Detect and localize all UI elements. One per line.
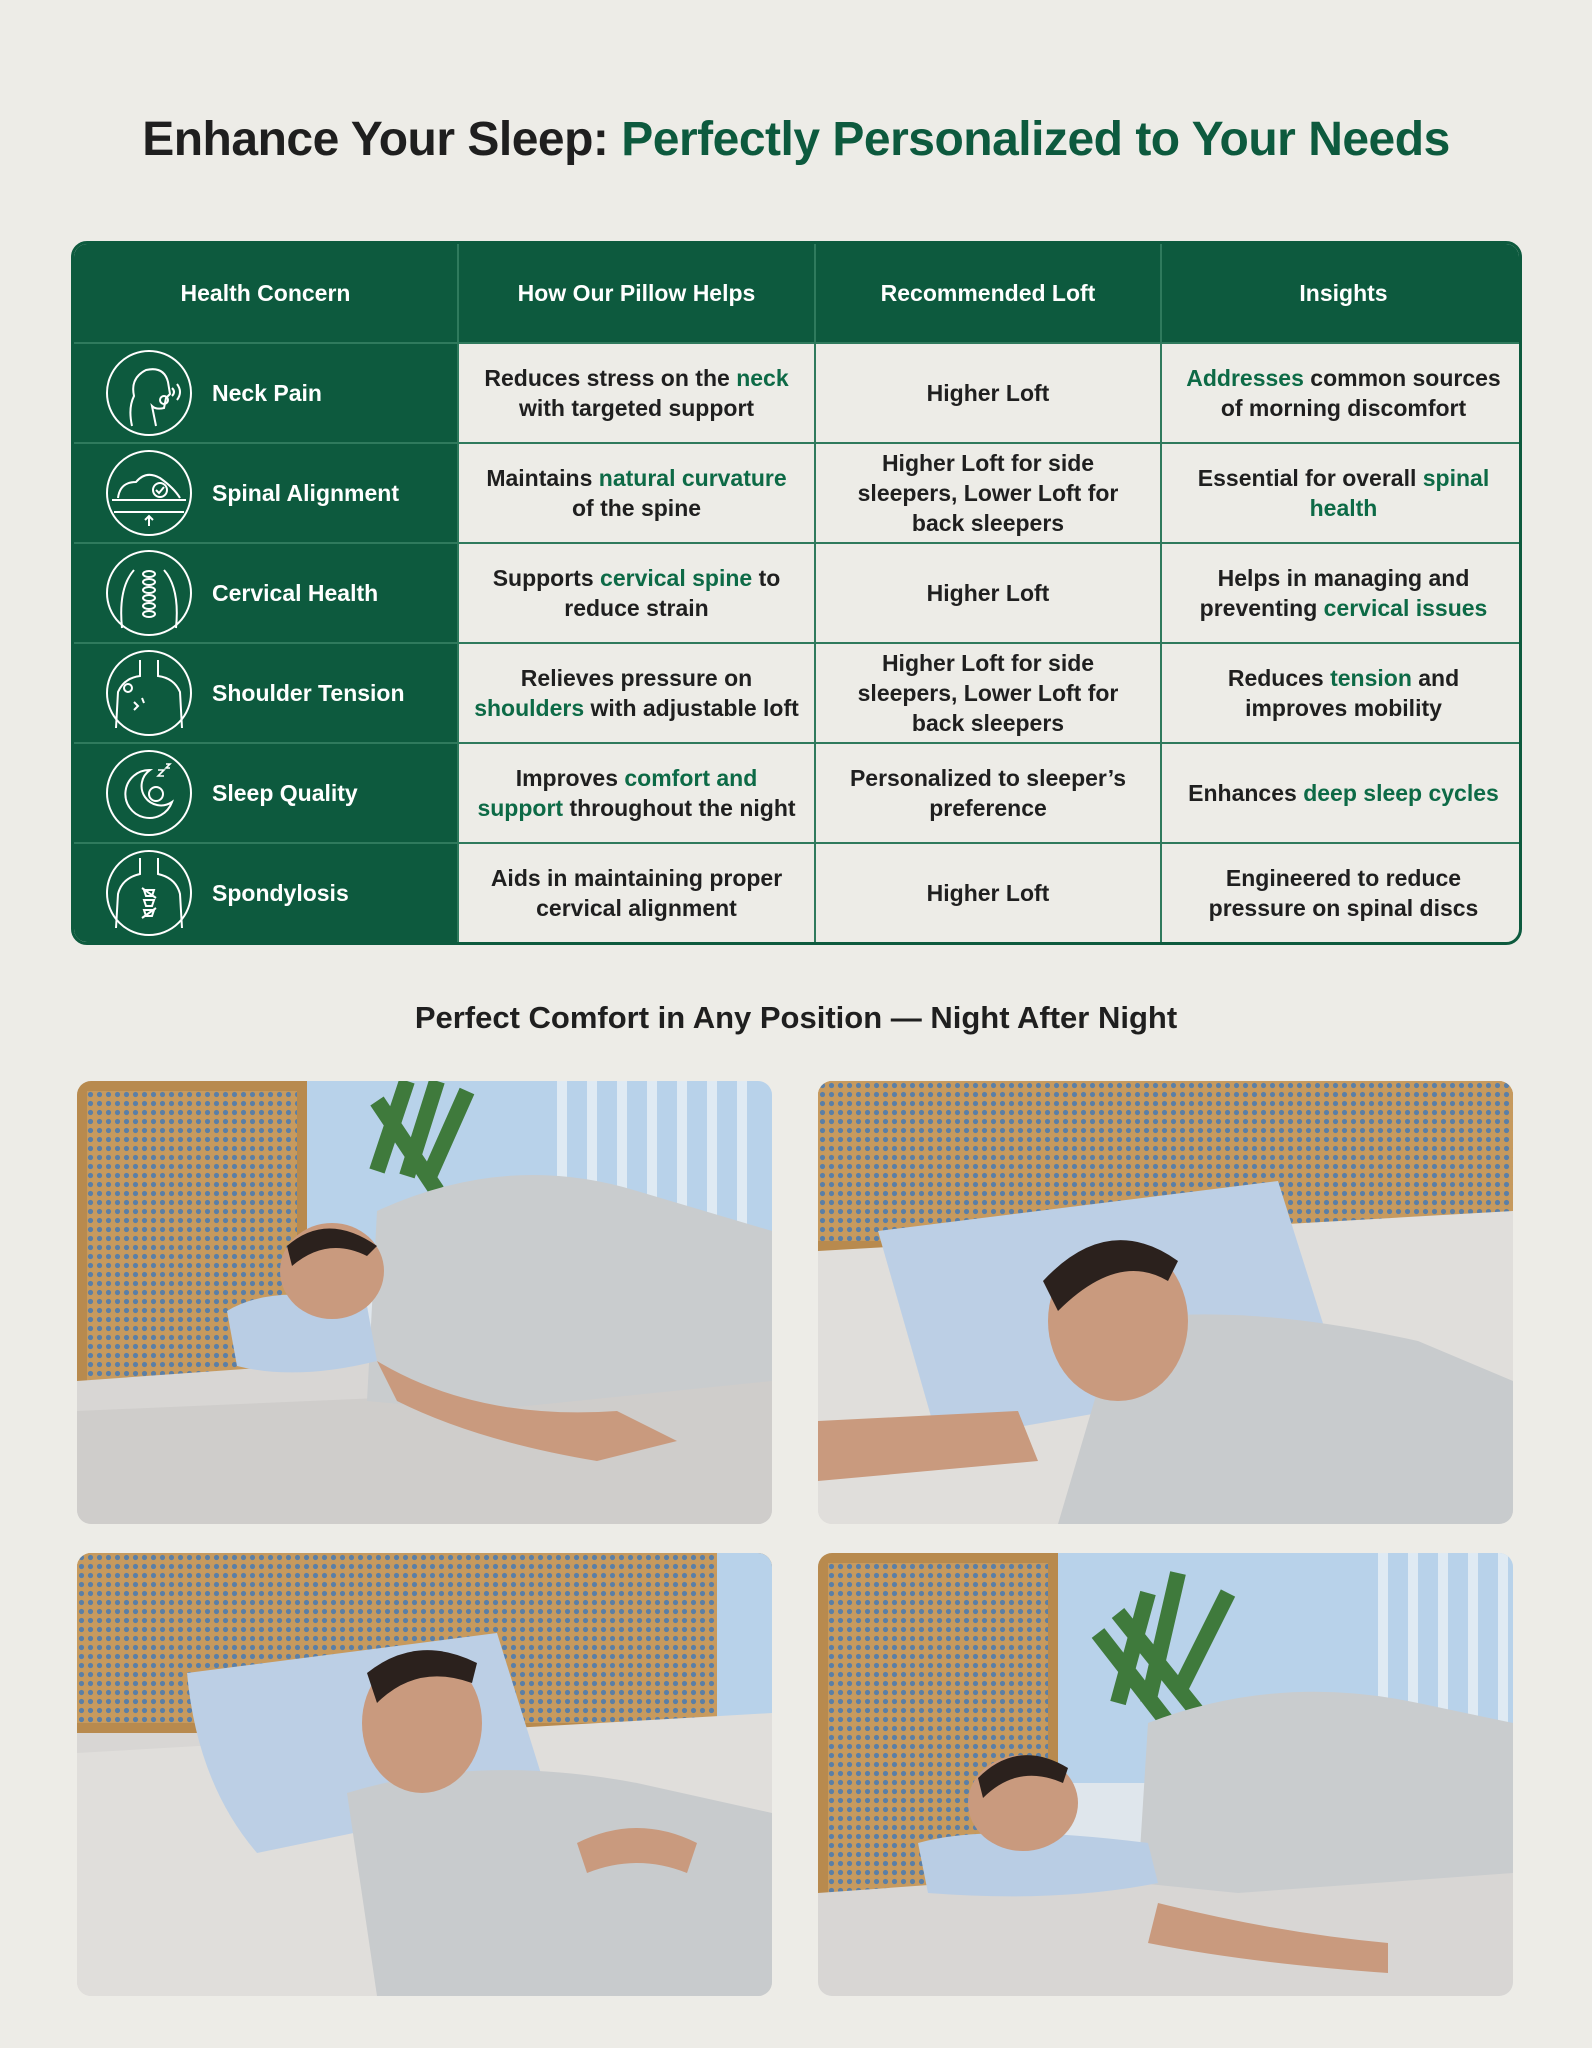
pillow-helps-cell [458, 643, 815, 743]
photo-side-sleeper-right [818, 1553, 1513, 1996]
table-row [74, 343, 1522, 443]
health-concern-cell [74, 643, 458, 743]
health-concern-label: Spondylosis [212, 879, 349, 906]
table-header-row [74, 244, 1522, 343]
insights-cell-text: cervical issues [1323, 595, 1488, 621]
pillow-helps-cell-text: throughout the night [563, 795, 796, 821]
insights-cell-text: tension [1330, 665, 1412, 691]
insights-cell [1161, 543, 1522, 643]
header-how-pillow-helps: How Our Pillow Helps [458, 244, 815, 343]
insights-cell-text: Addresses [1186, 365, 1304, 391]
title-part2: Perfectly Personalized to Your Needs [621, 113, 1450, 166]
health-concern-label: Cervical Health [212, 579, 379, 606]
table-row [74, 543, 1522, 643]
pillow-helps-cell-text: Improves [515, 765, 625, 791]
spinal-alignment-icon [104, 448, 194, 538]
insights-cell-text: Helps in managing and preventing [1199, 565, 1470, 621]
pillow-helps-cell-text: of the spine [571, 495, 702, 521]
pillow-helps-cell-text: with targeted support [518, 395, 755, 421]
insights-cell-text: common sources of morning discomfort [1220, 365, 1501, 421]
insights-cell [1161, 843, 1522, 942]
recommended-loft-cell: Higher Loft for side sleepers, Lower Loft for back sleepers [815, 443, 1161, 543]
health-concern-cell [74, 743, 458, 843]
recommended-loft-cell: Higher Loft [815, 843, 1161, 942]
table-row [74, 443, 1522, 543]
pillow-helps-cell-text: Supports [492, 565, 601, 591]
photo-back-sleeper [77, 1553, 772, 1996]
pillow-helps-cell-text: Reduces stress on the [484, 365, 737, 391]
pillow-helps-cell-text: natural curvature [598, 465, 787, 491]
pillow-helps-cell-text: Aids in maintaining proper cervical alignment [490, 865, 783, 921]
pillow-helps-cell-text: Maintains [486, 465, 599, 491]
spondylosis-icon [104, 848, 194, 938]
sleep-quality-icon [104, 748, 194, 838]
insights-cell-text: deep sleep cycles [1303, 780, 1499, 806]
shoulder-tension-icon [104, 648, 194, 738]
pillow-helps-cell-text: cervical spine [600, 565, 753, 591]
insights-cell-text: and improves mobility [1245, 665, 1460, 721]
health-concern-cell [74, 443, 458, 543]
health-concern-label: Spinal Alignment [212, 479, 399, 506]
pillow-helps-cell [458, 443, 815, 543]
health-concern-label: Sleep Quality [212, 779, 358, 806]
table-row [74, 843, 1522, 942]
health-concern-cell [74, 543, 458, 643]
insights-cell [1161, 643, 1522, 743]
insights-cell [1161, 443, 1522, 543]
photo-side-sleeper-left [77, 1081, 772, 1524]
header-recommended-loft: Recommended Loft [815, 244, 1161, 343]
table-row [74, 743, 1522, 843]
header-health-concern: Health Concern [74, 244, 458, 343]
health-concern-table [71, 241, 1522, 945]
recommended-loft-cell: Higher Loft for side sleepers, Lower Loft for back sleepers [815, 643, 1161, 743]
photo-stomach-sleeper [818, 1081, 1513, 1524]
insights-cell [1161, 743, 1522, 843]
neck-pain-icon [104, 348, 194, 438]
pillow-helps-cell-text: Relieves pressure on [520, 665, 753, 691]
health-concern-label: Neck Pain [212, 379, 322, 406]
pillow-helps-cell [458, 343, 815, 443]
pillow-helps-cell [458, 543, 815, 643]
page-title [0, 112, 1592, 167]
health-concern-cell [74, 343, 458, 443]
insights-cell-text: Reduces [1227, 665, 1331, 691]
insights-cell-text: spinal health [1309, 465, 1490, 521]
pillow-helps-cell-text: with adjustable loft [584, 695, 799, 721]
health-concern-label: Shoulder Tension [212, 679, 405, 706]
health-concern-cell [74, 843, 458, 942]
pillow-helps-cell-text: comfort and support [477, 765, 758, 821]
recommended-loft-cell: Personalized to sleeper’s preference [815, 743, 1161, 843]
pillow-helps-cell-text: shoulders [474, 695, 585, 721]
pillow-helps-cell [458, 743, 815, 843]
recommended-loft-cell: Higher Loft [815, 343, 1161, 443]
pillow-helps-cell-text: to reduce strain [564, 565, 781, 621]
insights-cell-text: Engineered to reduce pressure on spinal discs [1208, 865, 1479, 921]
title-part1: Enhance Your Sleep: [142, 113, 622, 166]
insights-cell-text: Essential for overall [1197, 465, 1423, 491]
cervical-health-icon [104, 548, 194, 638]
header-insights: Insights [1161, 244, 1522, 343]
pillow-helps-cell [458, 843, 815, 942]
recommended-loft-cell: Higher Loft [815, 543, 1161, 643]
table-row [74, 643, 1522, 743]
insights-cell-text: Enhances [1188, 780, 1304, 806]
insights-cell [1161, 343, 1522, 443]
section-subtitle: Perfect Comfort in Any Position — Night After Night [414, 1000, 1178, 1035]
pillow-helps-cell-text: neck [736, 365, 789, 391]
